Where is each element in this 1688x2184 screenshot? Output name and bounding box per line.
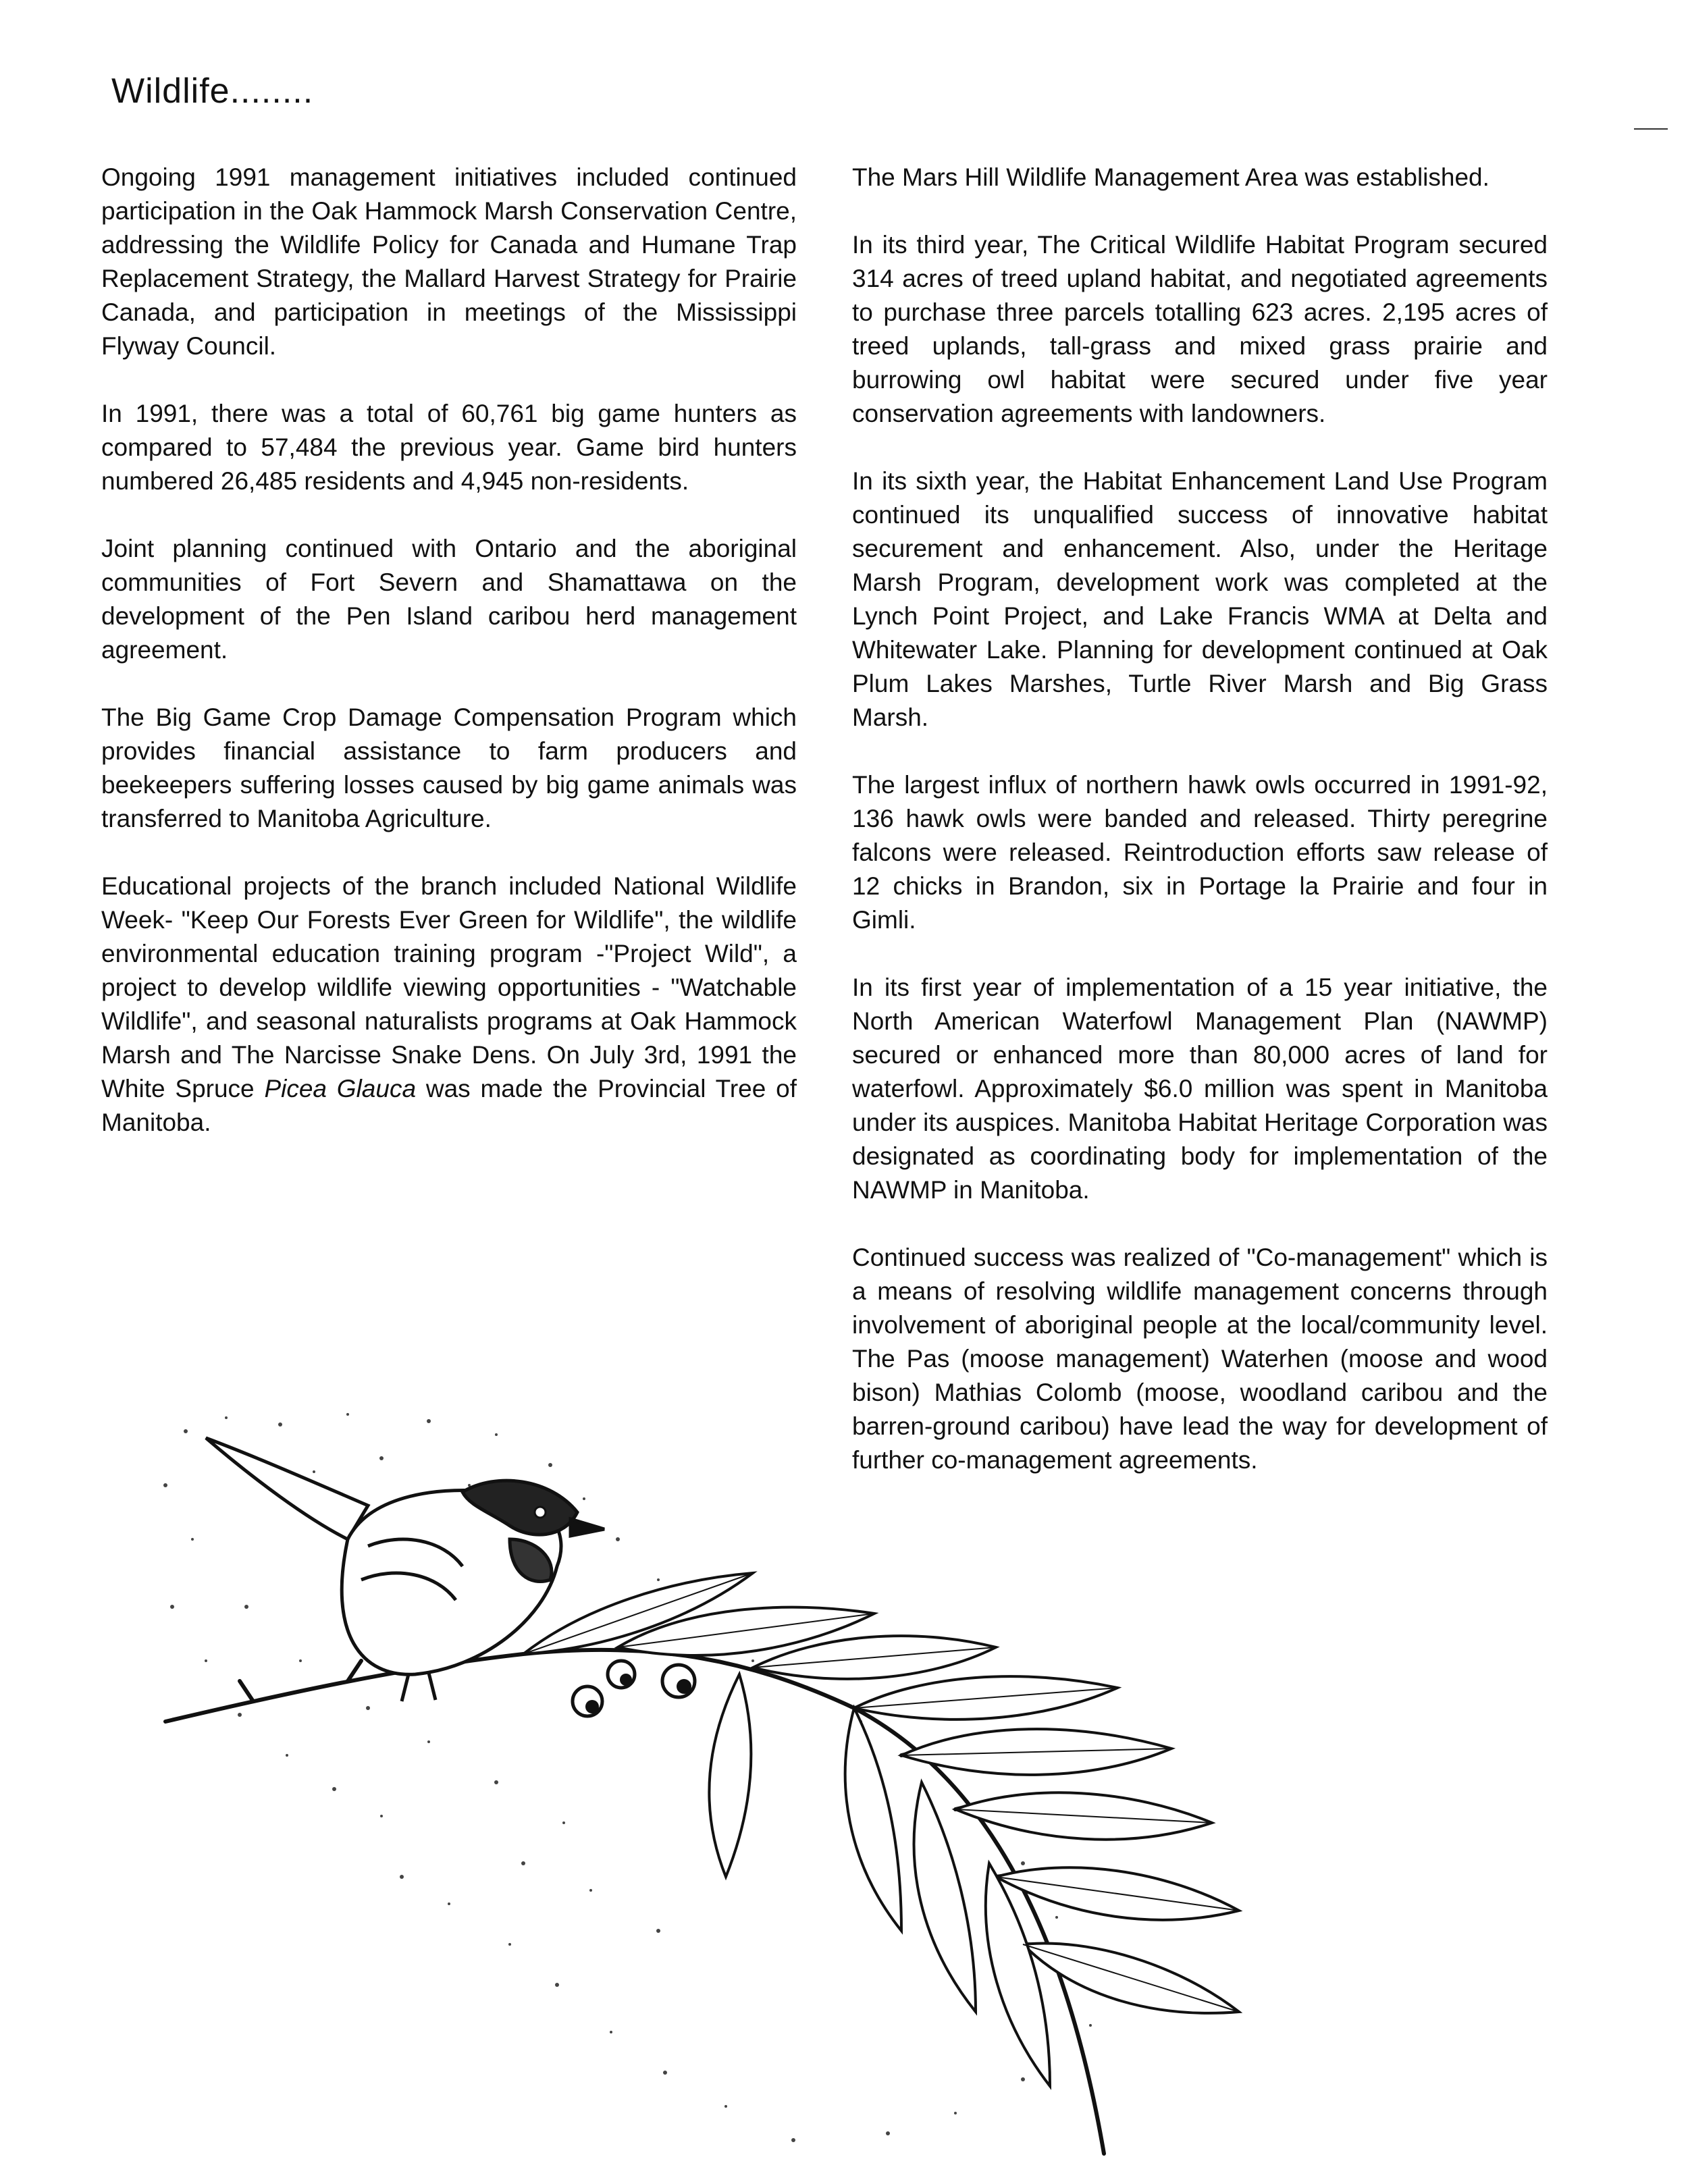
- leaves: [523, 1573, 1239, 2086]
- educational-text-start: Educational projects of the branch included National Wildlife Week- "Keep Our Forests Ever Green for Wildlife", the wildlife environmental education training program -"Project Wild", a project to develop wildlife viewing opportunities - "Watchable Wildlife", and seasonal naturalists programs at Oak Hammock Marsh and The Narcisse Snake Dens. On July 3rd, 1991 the White Spruce: [101, 872, 797, 1102]
- paragraph-crop-damage: The Big Game Crop Damage Compensation Program which provides financial assistance to farm producers and beekeepers suffering losses caused by big game animals was transferred to Manitoba Agriculture.: [101, 703, 797, 832]
- bird-eye: [535, 1507, 546, 1518]
- chickadee-on-branch-icon: [145, 1404, 1293, 2167]
- paragraph-hawk-owls: The largest influx of northern hawk owls occurred in 1991-92, 136 hawk owls were banded and released. Thirty peregrine falcons were released. Reintroduction efforts saw release of 12 chicks in Brandon, six in Portage la Prairie and four in Gimli.: [852, 771, 1548, 934]
- paragraph-nawmp: In its first year of implementation of a 15 year initiative, the North American Waterfowl Management Plan (NAWMP) secured or enhanced more than 80,000 acres of land for waterfowl. Approximately $6.0 million was spent in Manitoba under its auspices. Manitoba Habitat Heritage Corporation was designated as coordinating body for implementation of the NAWMP in Manitoba.: [852, 974, 1548, 1204]
- margin-mark: [1634, 128, 1668, 130]
- branch: [165, 1650, 1185, 2154]
- species-name: Picea Glauca: [264, 1075, 417, 1102]
- paragraph-hunters: In 1991, there was a total of 60,761 big game hunters as compared to 57,484 the previous year. Game bird hunters numbered 26,485 residents and 4,945 non-residents.: [101, 400, 797, 495]
- left-column: [101, 161, 797, 1173]
- right-column: [852, 161, 1548, 1511]
- paragraph-habitat-enhancement: In its sixth year, the Habitat Enhancement Land Use Program continued its unqualified success of innovative habitat securement and enhancement. Also, under the Heritage Marsh Program, development work was completed at the Lynch Point Project, and Lake Francis WMA at Delta and Whitewater Lake. Planning for development continued at Oak Plum Lakes Marshes, Turtle River Marsh and Big Grass Marsh.: [852, 467, 1548, 731]
- paragraph-critical-habitat: In its third year, The Critical Wildlife Habitat Program secured 314 acres of treed upland habitat, and negotiated agreements to purchase three parcels totalling 623 acres. 2,195 acres of treed uplands, tall-grass and mixed grass prairie and burrowing owl habitat were secured under five year conservation agreements with landowners.: [852, 231, 1548, 427]
- paragraph-co-management: Continued success was realized of "Co-management" which is a means of resolving wildlife management concerns through involvement of aboriginal people at the local/community level. The Pas (moose management) Waterhen (moose and wood bison) Mathias Colomb (moose, woodland caribou and the barren-ground caribou) have lead the way for development of further co-management agreements.: [852, 1244, 1548, 1474]
- educational-text-end: was made the Provincial Tree of Manitoba.: [101, 1075, 797, 1136]
- illustration-drawing: [145, 1404, 1293, 2167]
- stipple-background: [163, 1413, 1092, 2142]
- page-title: Wildlife........: [111, 72, 314, 111]
- paragraph-joint-planning: Joint planning continued with Ontario and the aboriginal communities of Fort Severn and Shamattawa on the development of the Pen Island caribou herd management agreement.: [101, 535, 797, 664]
- paragraph-mars-hill: The Mars Hill Wildlife Management Area was established.: [852, 163, 1489, 191]
- chickadee: [206, 1438, 604, 1701]
- paragraph-educational-projects: [101, 870, 797, 1140]
- paragraph-management-initiatives: Ongoing 1991 management initiatives included continued participation in the Oak Hammock Marsh Conservation Centre, addressing the Wildlife Policy for Canada and Humane Trap Replacement Strategy, the Mallard Harvest Strategy for Prairie Canada, and participation in meetings of the Mississippi Flyway Council.: [101, 163, 797, 360]
